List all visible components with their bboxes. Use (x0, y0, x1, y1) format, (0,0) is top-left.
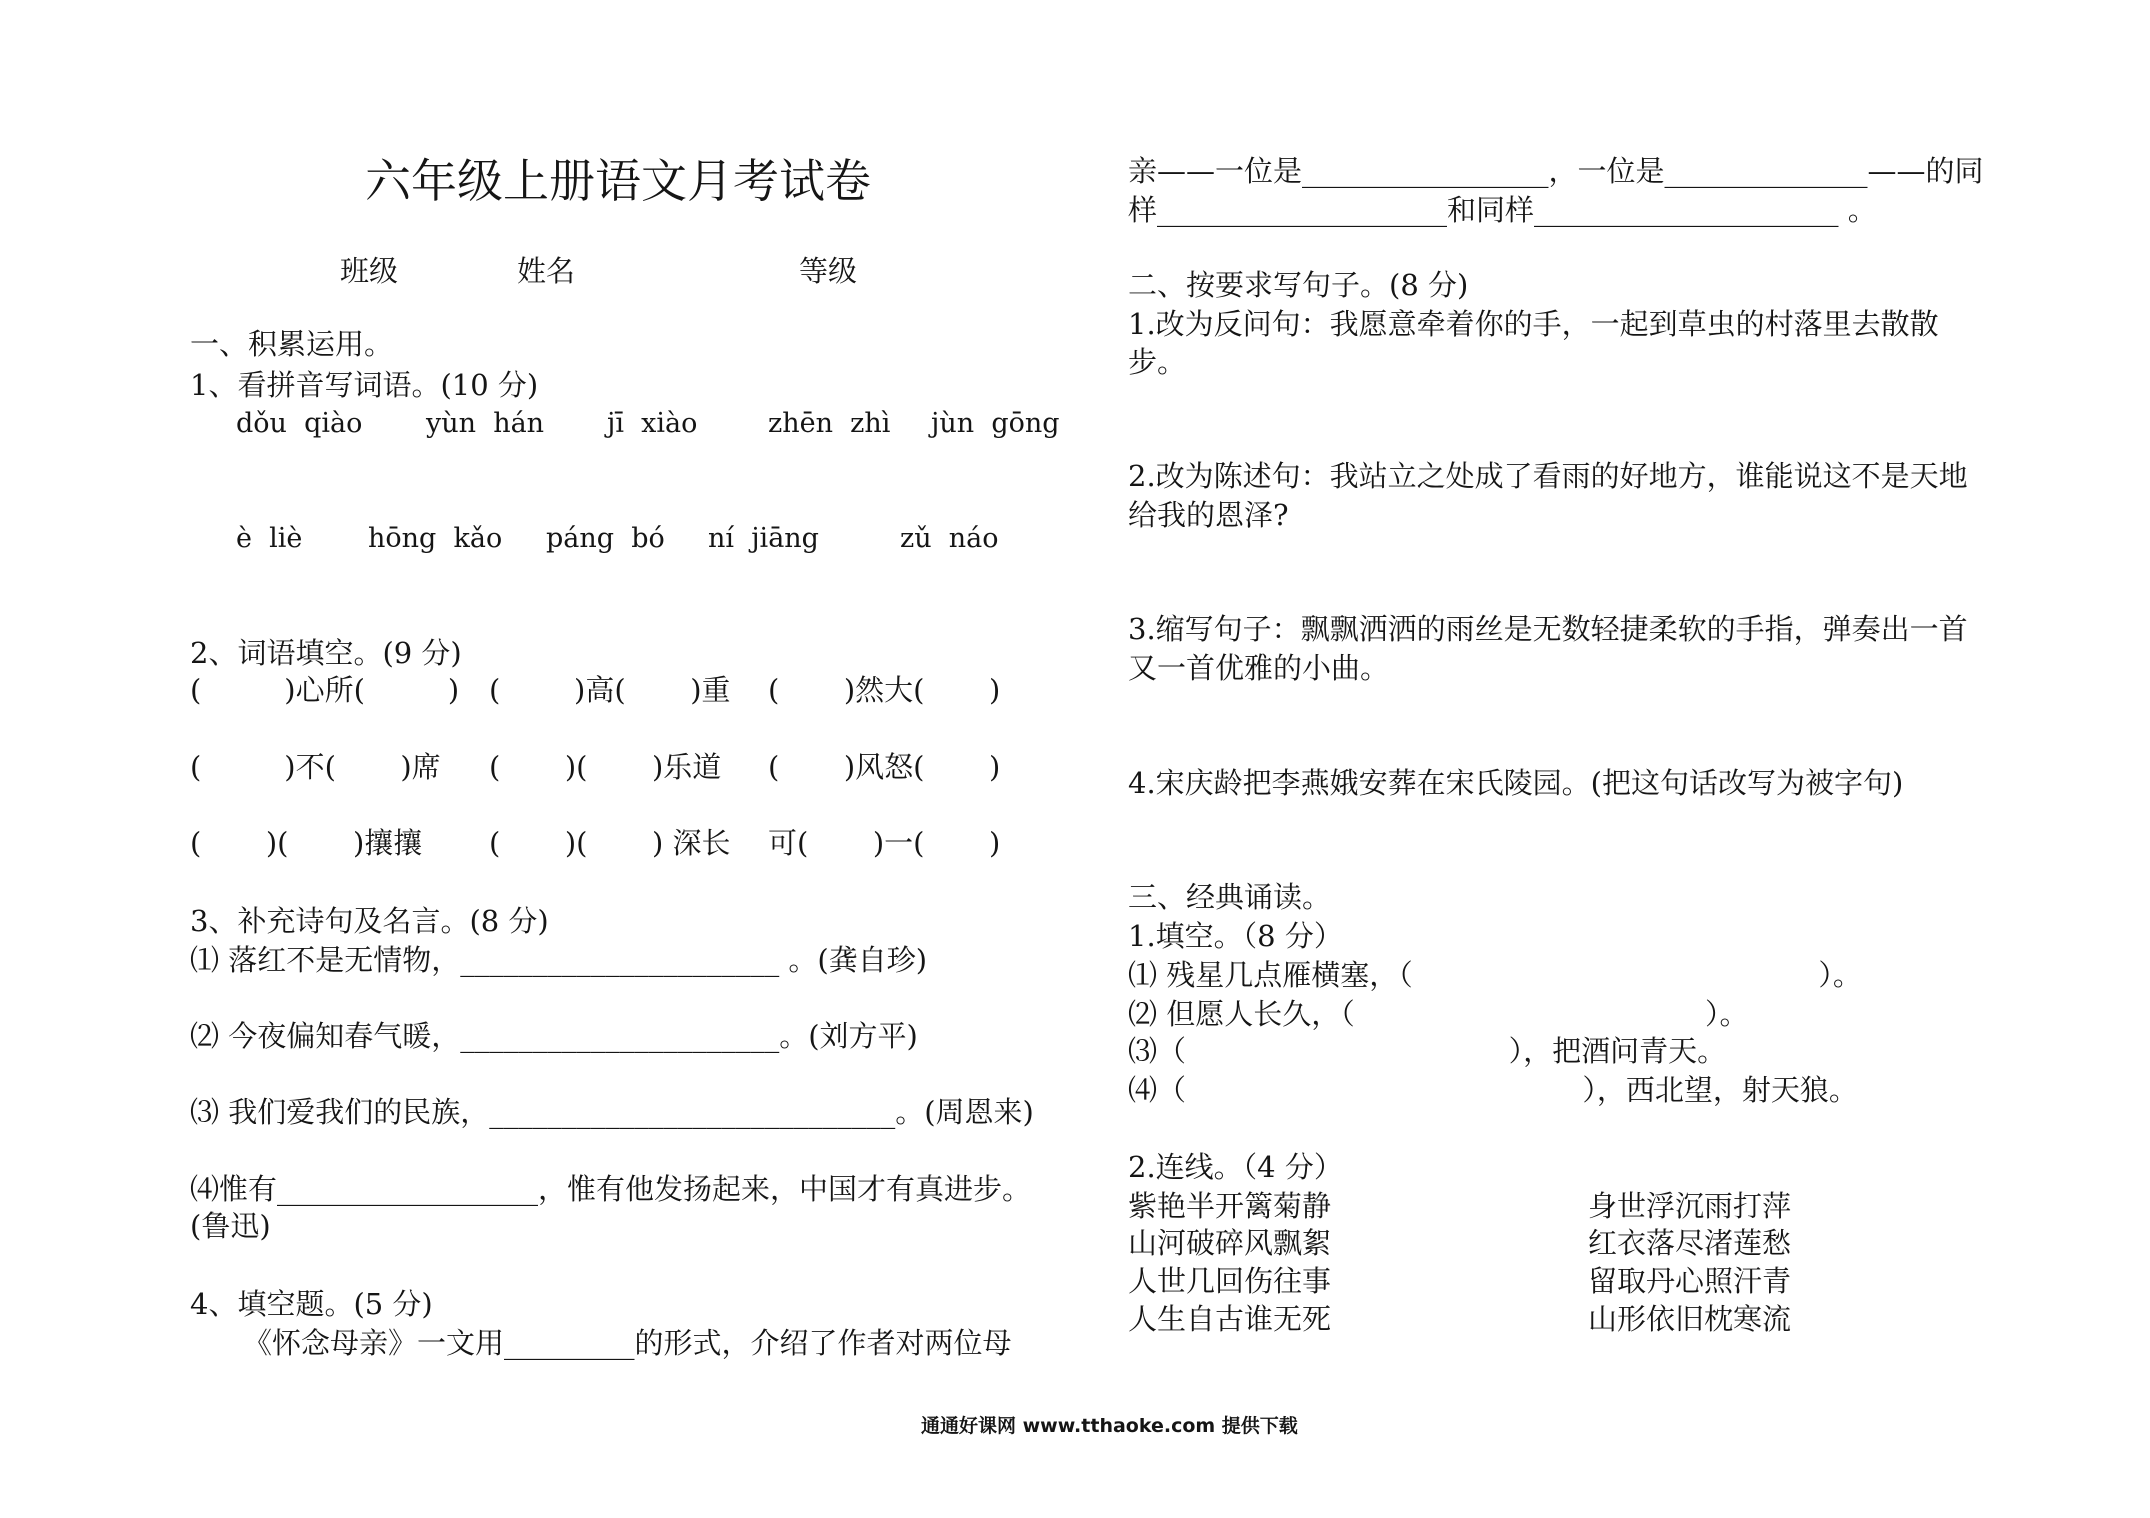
quote-fill-line: ⑵ 今夜偏知春气暖，______________________。(刘方平) (190, 1019, 918, 1053)
pinyin-prompt: yùn hán (426, 408, 545, 439)
quote-fill-line: ⑷惟有__________________，惟有他发扬起来，中国才有真进步。 (190, 1172, 1032, 1206)
idiom-fill-blank: ( )( ) 深长 (489, 826, 731, 860)
question-heading: 1.填空。（8 分） (1128, 919, 1343, 953)
poem-fill-line: ⑶（ ），把酒问青天。 (1128, 1034, 1727, 1068)
pinyin-prompt: zhēn zhì (768, 408, 891, 439)
pinyin-prompt: hōng kǎo (368, 523, 503, 554)
quote-fill-line: ⑶ 我们爱我们的民族，____________________________。(周恩来) (190, 1095, 1034, 1129)
idiom-fill-blank: ( )心所( ) (190, 673, 460, 707)
question-heading: 4、填空题。(5 分) (190, 1287, 433, 1321)
pinyin-prompt: ní jiāng (708, 523, 819, 554)
quote-fill-line: ⑴ 落红不是无情物，______________________ 。(龚自珍) (190, 943, 928, 977)
quote-source: (鲁迅) (190, 1209, 271, 1243)
sentence-task: 3.缩写句子：飘飘洒洒的雨丝是无数轻捷柔软的手指，弹奏出一首 (1128, 612, 1968, 646)
name-label: 姓名 (517, 254, 576, 288)
section-heading: 三、经典诵读。 (1128, 880, 1332, 914)
question-heading: 2.连线。（4 分） (1128, 1150, 1343, 1184)
class-label: 班级 (340, 254, 399, 288)
poem-fill-line: ⑷（ ），西北望，射天狼。 (1128, 1073, 1858, 1107)
question-heading: 2、词语填空。(9 分) (190, 636, 462, 670)
fill-blank-line: 样____________________和同样_____________________ 。 (1128, 193, 1877, 227)
footer-credit: 通通好课网 www.tthaoke.com 提供下载 (921, 1415, 1298, 1437)
idiom-fill-blank: ( )风怒( ) (768, 750, 1001, 784)
sentence-task: 给我的恩泽? (1128, 498, 1289, 532)
sentence-task: 2.改为陈述句：我站立之处成了看雨的好地方，谁能说这不是天地 (1128, 459, 1968, 493)
pinyin-prompt: jī xiào (607, 408, 698, 439)
fill-blank-line: 亲——一位是_________________，一位是______________——的同 (1128, 154, 1984, 188)
matching-right-item: 留取丹心照汗青 (1588, 1264, 1792, 1298)
sentence-task: 1.改为反问句：我愿意牵着你的手，一起到草虫的村落里去散散 (1128, 307, 1939, 341)
sentence-task: 步。 (1128, 345, 1187, 379)
pinyin-prompt: è liè (236, 523, 303, 554)
grade-label: 等级 (799, 254, 858, 288)
idiom-fill-blank: ( )不( )席 (190, 750, 441, 784)
matching-left-item: 山河破碎风飘絮 (1128, 1226, 1332, 1260)
page-title: 六年级上册语文月考试卷 (365, 154, 871, 208)
matching-left-item: 人生自古谁无死 (1128, 1302, 1332, 1336)
section-heading: 二、按要求写句子。(8 分) (1128, 268, 1469, 302)
matching-left-item: 紫艳半开篱菊静 (1128, 1189, 1332, 1223)
idiom-fill-blank: ( )然大( ) (768, 673, 1001, 707)
idiom-fill-blank: ( )( )攘攘 (190, 826, 423, 860)
matching-right-item: 山形依旧枕寒流 (1588, 1302, 1792, 1336)
question-heading: 3、补充诗句及名言。(8 分) (190, 904, 549, 938)
poem-fill-line: ⑵ 但愿人长久，（ ）。 (1128, 997, 1749, 1031)
matching-left-item: 人世几回伤往事 (1128, 1264, 1332, 1298)
fill-blank-line: 《怀念母亲》一文用_________的形式，介绍了作者对两位母 (243, 1326, 1012, 1360)
section-heading: 一、积累运用。 (190, 327, 394, 361)
sentence-task: 4.宋庆龄把李燕娥安葬在宋氏陵园。(把这句话改写为被字句) (1128, 766, 1904, 800)
poem-fill-line: ⑴ 残星几点雁横塞，（ ）。 (1128, 958, 1862, 992)
pinyin-prompt: dǒu qiào (236, 408, 363, 439)
idiom-fill-blank: ( )高( )重 (489, 673, 731, 707)
idiom-fill-blank: 可( )一( ) (768, 826, 1001, 860)
matching-right-item: 红衣落尽渚莲愁 (1588, 1226, 1792, 1260)
matching-right-item: 身世浮沉雨打萍 (1588, 1189, 1792, 1223)
pinyin-prompt: páng bó (546, 523, 665, 554)
pinyin-prompt: jùn gōng (931, 408, 1060, 439)
question-heading: 1、看拼音写词语。(10 分) (190, 368, 539, 402)
pinyin-prompt: zǔ náo (900, 523, 999, 554)
idiom-fill-blank: ( )( )乐道 (489, 750, 722, 784)
sentence-task: 又一首优雅的小曲。 (1128, 651, 1390, 685)
